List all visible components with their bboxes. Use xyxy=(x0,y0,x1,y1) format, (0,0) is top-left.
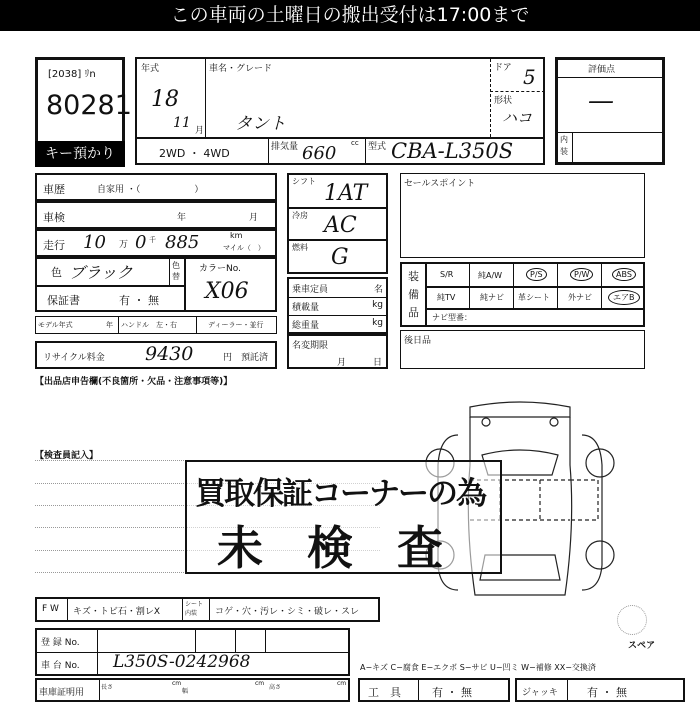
garage-length-unit: cm xyxy=(172,680,182,687)
shape-value: ハコ xyxy=(502,109,533,127)
banner: この車両の土曜日の搬出受付は17:00まで xyxy=(0,0,700,31)
dealer-value: ディーラー・並行 xyxy=(208,321,264,329)
mileage-man: 10 xyxy=(83,232,106,253)
tools-row xyxy=(358,678,510,702)
stamp-line1: 買取保証コーナーの為 xyxy=(195,476,485,512)
aircon-label: 冷房 xyxy=(292,211,308,220)
gross-weight-label: 総重量 xyxy=(292,321,320,331)
shift-label: シフト xyxy=(292,177,316,186)
aircon-value: AC xyxy=(324,213,357,238)
garage-row xyxy=(35,678,350,702)
model-value: CBA-L350S xyxy=(391,139,514,163)
equipment-box xyxy=(400,262,645,327)
history-label: 車歴 xyxy=(43,183,65,196)
handle-value: ハンドル 左・右 xyxy=(121,321,177,329)
later-items-box xyxy=(400,330,645,369)
jack-row xyxy=(515,678,685,702)
not-inspected-stamp xyxy=(185,460,502,574)
capacity-unit: 名 xyxy=(373,285,383,295)
notes-header: 【出品店申告欄(不良箇所・欠品・注意事項等)】 xyxy=(35,377,233,387)
model-year-unit: 年 xyxy=(106,321,113,329)
damage-legend: A−キズ C−腐食 E−エクボ S−サビ U−凹ミ W−補修 XX−交換済 xyxy=(360,663,596,672)
inspection-month: 月 xyxy=(249,213,259,223)
sales-point-label: セールスポイント xyxy=(404,179,476,189)
lot-number: 80281 xyxy=(46,90,132,121)
name-change-box xyxy=(287,334,388,369)
shift-box xyxy=(287,173,388,274)
door-value: 5 xyxy=(523,65,536,89)
fw-label: F W xyxy=(42,604,59,614)
later-items-label: 後日品 xyxy=(404,336,432,346)
sales-point-box xyxy=(400,173,645,258)
mileage-sen: 0 xyxy=(135,232,147,253)
vehicle-box xyxy=(135,57,545,165)
history-value: 自家用 ・（ ） xyxy=(97,185,204,195)
equip-navi: 純ナビ xyxy=(480,293,504,302)
chassis-value: L350S-0242968 xyxy=(113,652,251,672)
fw-text: キズ・トビ石・割レX xyxy=(73,607,160,617)
month-label: 月 xyxy=(195,126,205,136)
key-label: キー預かり xyxy=(35,141,125,167)
name-change-label: 名変期限 xyxy=(292,341,329,351)
mileage-man-unit: 万 xyxy=(119,240,129,250)
fuel-value: G xyxy=(331,245,349,270)
year-label: 年式 xyxy=(141,64,160,74)
mileage-rest: 885 xyxy=(165,232,200,253)
garage-label: 車庫証明用 xyxy=(39,688,85,698)
inspection-label: 車検 xyxy=(43,211,65,224)
equip-airbag: エアB xyxy=(608,290,640,305)
history-row xyxy=(35,173,277,201)
color-block xyxy=(35,257,277,312)
mileage-label: 走行 xyxy=(43,239,65,252)
interior-label: 内装 xyxy=(560,135,568,156)
jack-label: ジャッキ xyxy=(522,688,558,698)
name-value: タント xyxy=(235,114,286,134)
cc-value: 660 xyxy=(302,143,337,164)
gross-weight-unit: kg xyxy=(372,318,383,328)
equip-tv: 純TV xyxy=(437,293,456,302)
tools-value: 有 ・ 無 xyxy=(432,686,472,699)
cc-label: 排気量 xyxy=(271,142,299,152)
garage-length: 長さ xyxy=(101,684,114,691)
month-value: 11 xyxy=(173,115,191,131)
spare-tire-icon xyxy=(617,605,647,635)
equip-ext-navi: 外ナビ xyxy=(568,293,592,302)
garage-height: 高さ xyxy=(269,684,282,691)
capacity-box xyxy=(287,277,388,334)
equip-leather: 革シート xyxy=(518,293,550,302)
lot-box xyxy=(35,57,132,167)
stamp-line2: 未 検 査 xyxy=(217,521,458,575)
capacity-label: 乗車定員 xyxy=(292,285,329,295)
mileage-row xyxy=(35,229,277,257)
garage-width: 幅 xyxy=(182,688,189,695)
name-change-month: 月 xyxy=(337,358,347,368)
garage-height-unit: cm xyxy=(337,680,347,687)
load-unit: kg xyxy=(372,300,383,310)
lot-small: [2038] ﾘn xyxy=(48,69,96,80)
registration-box xyxy=(35,628,350,676)
registration-label: 登 録 No. xyxy=(41,638,80,648)
fw-row xyxy=(35,597,380,622)
door-label: ドア xyxy=(494,63,512,73)
spare-label: スペア xyxy=(628,641,656,651)
shift-value: 1AT xyxy=(324,181,368,206)
model-year-row xyxy=(35,316,277,334)
evaluation-label: 評価点 xyxy=(588,65,616,75)
cc-unit: cc xyxy=(351,139,359,147)
recycle-unit: 円 預託済 xyxy=(223,353,269,363)
color-value: ブラック xyxy=(69,263,133,282)
evaluation-score: — xyxy=(588,86,614,116)
shape-label: 形状 xyxy=(494,96,513,106)
name-change-day: 日 xyxy=(373,358,383,368)
model-label: 型式 xyxy=(368,142,387,152)
fuel-label: 燃料 xyxy=(292,243,308,252)
equip-alloy-wheels: 純A/W xyxy=(478,271,503,280)
seat-label: シート内装 xyxy=(185,601,204,617)
color-no-value: X06 xyxy=(205,279,249,304)
seat-text: コゲ・穴・汚レ・シミ・破レ・スレ xyxy=(215,607,360,617)
color-no-label: カラーNo. xyxy=(199,264,241,274)
warranty-label: 保証書 xyxy=(47,294,80,307)
warranty-value: 有 ・ 無 xyxy=(119,294,159,307)
model-year-label: モデル年式 xyxy=(38,321,73,329)
recycle-row xyxy=(35,341,277,369)
equipment-label: 装備品 xyxy=(408,270,419,319)
drive-type: 2WD ・ 4WD xyxy=(159,147,230,160)
inspection-year: 年 xyxy=(177,213,187,223)
mileage-unit-km: km xyxy=(230,231,243,240)
recycle-value: 9430 xyxy=(145,343,194,365)
jack-value: 有 ・ 無 xyxy=(587,686,627,699)
name-label: 車名・グレード xyxy=(209,64,273,74)
garage-width-unit: cm xyxy=(255,680,265,687)
year-value: 18 xyxy=(151,87,179,112)
recycle-label: リサイクル料金 xyxy=(43,353,105,363)
equip-power-steering: P/S xyxy=(526,268,547,281)
inspector-header: 【検査員記入】 xyxy=(35,451,99,461)
color-label: 色 xyxy=(51,266,62,279)
chassis-label: 車 台 No. xyxy=(41,661,80,671)
inspection-row xyxy=(35,201,277,229)
equip-abs: ABS xyxy=(612,268,636,281)
evaluation-box xyxy=(555,57,665,165)
mileage-unit-mile: マイル（ ） xyxy=(223,244,265,252)
equip-sunroof: S/R xyxy=(440,270,454,279)
mileage-sen-unit: 千 xyxy=(149,236,156,244)
navi-model-label: ナビ型番： xyxy=(432,313,472,322)
load-label: 積載量 xyxy=(292,303,320,313)
color-changed-label: 色替 xyxy=(172,261,180,281)
equip-power-windows: P/W xyxy=(570,268,593,281)
tools-label: 工 具 xyxy=(368,686,401,699)
